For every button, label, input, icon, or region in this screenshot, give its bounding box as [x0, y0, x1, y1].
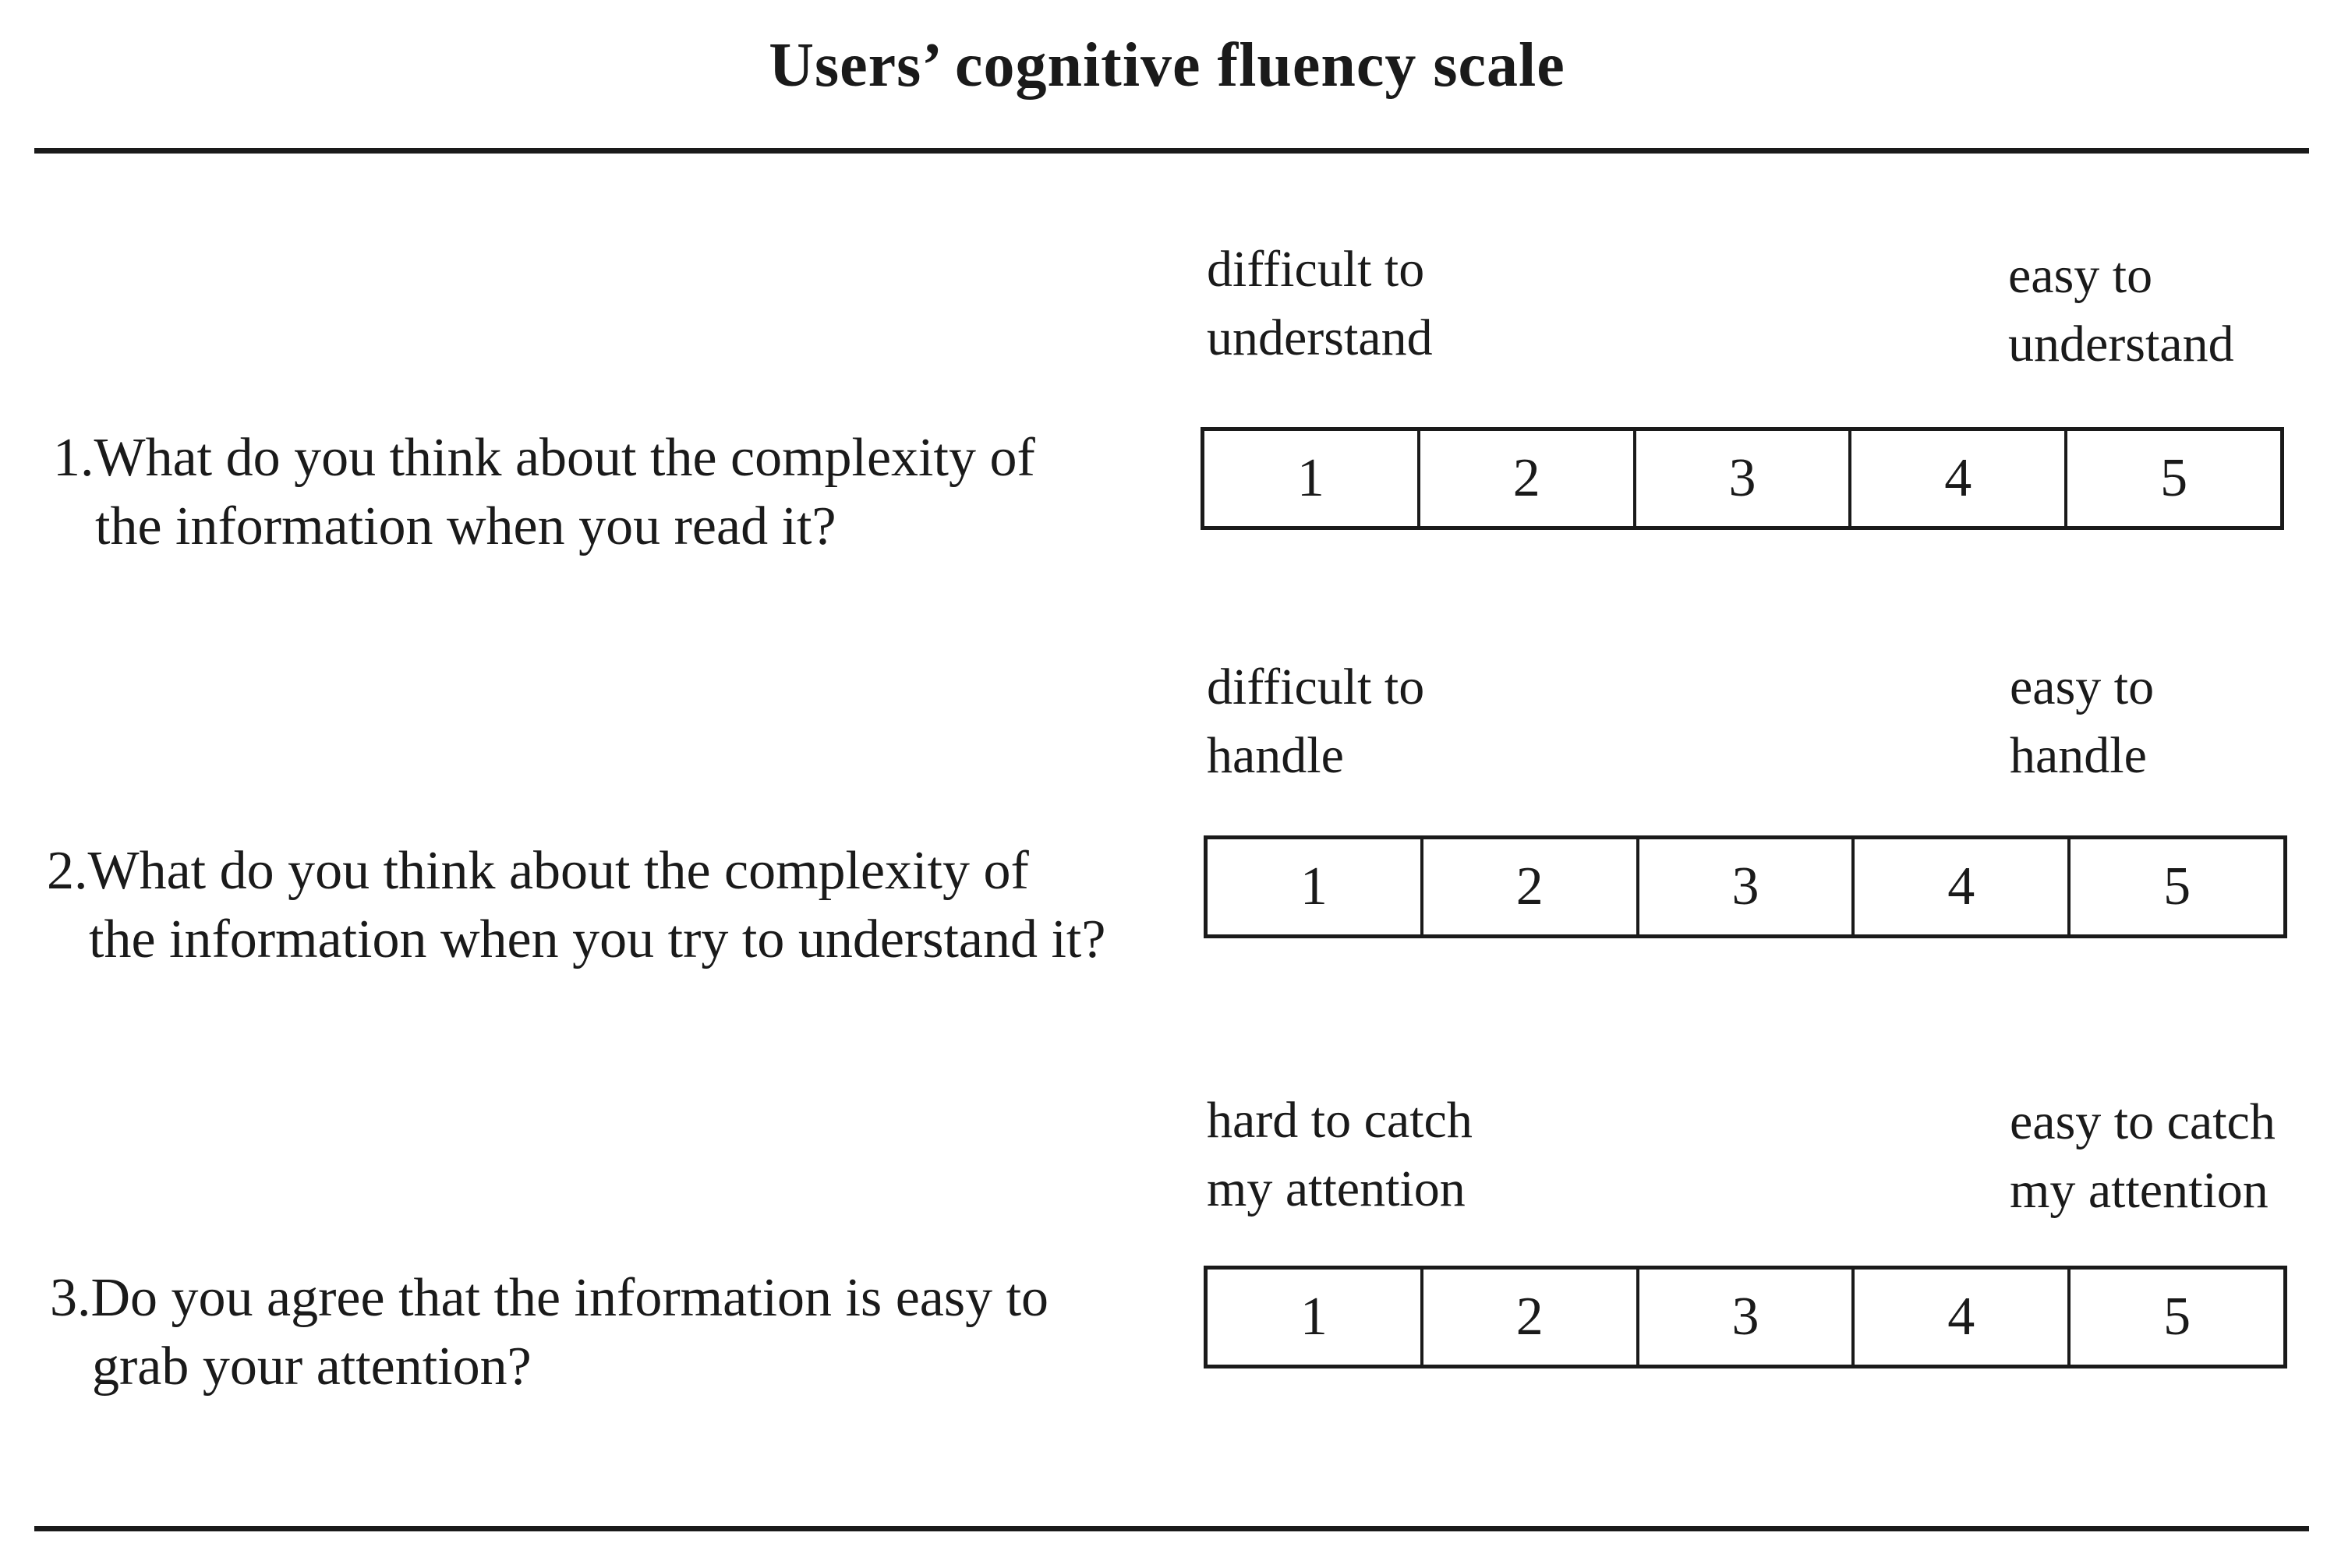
right-anchor-1-line2: understand	[2008, 316, 2234, 373]
rating-scale-2	[1204, 835, 2287, 938]
rating-option-2-1[interactable]: 1	[1208, 839, 1423, 934]
question-1-line2: the information when you read it?	[95, 496, 836, 556]
right-anchor-1-line1: easy to	[2008, 247, 2153, 304]
left-anchor-2	[1207, 653, 1424, 790]
question-1	[53, 424, 1035, 561]
right-anchor-1	[2008, 242, 2234, 379]
rating-option-1-1[interactable]: 1	[1204, 431, 1420, 526]
rating-option-3-3[interactable]: 3	[1639, 1270, 1855, 1365]
rating-option-1-3[interactable]: 3	[1636, 431, 1852, 526]
rating-option-1-2[interactable]: 2	[1420, 431, 1636, 526]
right-anchor-3-line2: my attention	[2010, 1162, 2269, 1219]
rating-option-2-4[interactable]: 4	[1855, 839, 2071, 934]
top-rule	[34, 148, 2309, 154]
left-anchor-3-line1: hard to catch	[1207, 1092, 1473, 1149]
rating-scale-1	[1201, 427, 2284, 530]
left-anchor-1	[1207, 235, 1433, 373]
rating-option-2-3[interactable]: 3	[1639, 839, 1855, 934]
rating-option-3-5[interactable]: 5	[2163, 1287, 2191, 1347]
right-anchor-3	[2010, 1088, 2276, 1225]
bottom-rule	[34, 1526, 2309, 1531]
question-3	[50, 1264, 1049, 1401]
left-anchor-1-line1: difficult to	[1207, 241, 1425, 298]
left-anchor-1-line2: understand	[1207, 309, 1433, 366]
question-2	[47, 837, 1105, 974]
rating-option-1-5[interactable]: 5	[2160, 448, 2188, 508]
rating-option-2-2[interactable]: 2	[1423, 839, 1639, 934]
rating-option-1-4[interactable]: 4	[1851, 431, 2067, 526]
question-1-line1: 1.What do you think about the complexity of	[53, 428, 1035, 488]
question-3-line2: grab your attention?	[92, 1337, 532, 1397]
rating-option-2-5[interactable]: 5	[2163, 856, 2191, 916]
right-anchor-2-line2: handle	[2010, 727, 2147, 784]
rating-option-3-1[interactable]: 1	[1208, 1270, 1423, 1365]
rating-option-3-2[interactable]: 2	[1423, 1270, 1639, 1365]
rating-scale-3	[1204, 1266, 2287, 1368]
page-title: Users’ cognitive fluency scale	[769, 31, 1565, 100]
right-anchor-3-line1: easy to catch	[2010, 1093, 2276, 1150]
question-3-line1: 3.Do you agree that the information is easy to	[50, 1268, 1049, 1328]
left-anchor-3	[1207, 1086, 1473, 1224]
left-anchor-2-line1: difficult to	[1207, 659, 1425, 715]
left-anchor-2-line2: handle	[1207, 727, 1344, 784]
question-2-line1: 2.What do you think about the complexity of	[47, 841, 1029, 901]
left-anchor-3-line2: my attention	[1207, 1160, 1466, 1217]
right-anchor-2	[2010, 653, 2154, 790]
right-anchor-2-line1: easy to	[2010, 659, 2155, 715]
rating-option-3-4[interactable]: 4	[1855, 1270, 2071, 1365]
question-2-line2: the information when you try to understand it?	[89, 909, 1106, 969]
